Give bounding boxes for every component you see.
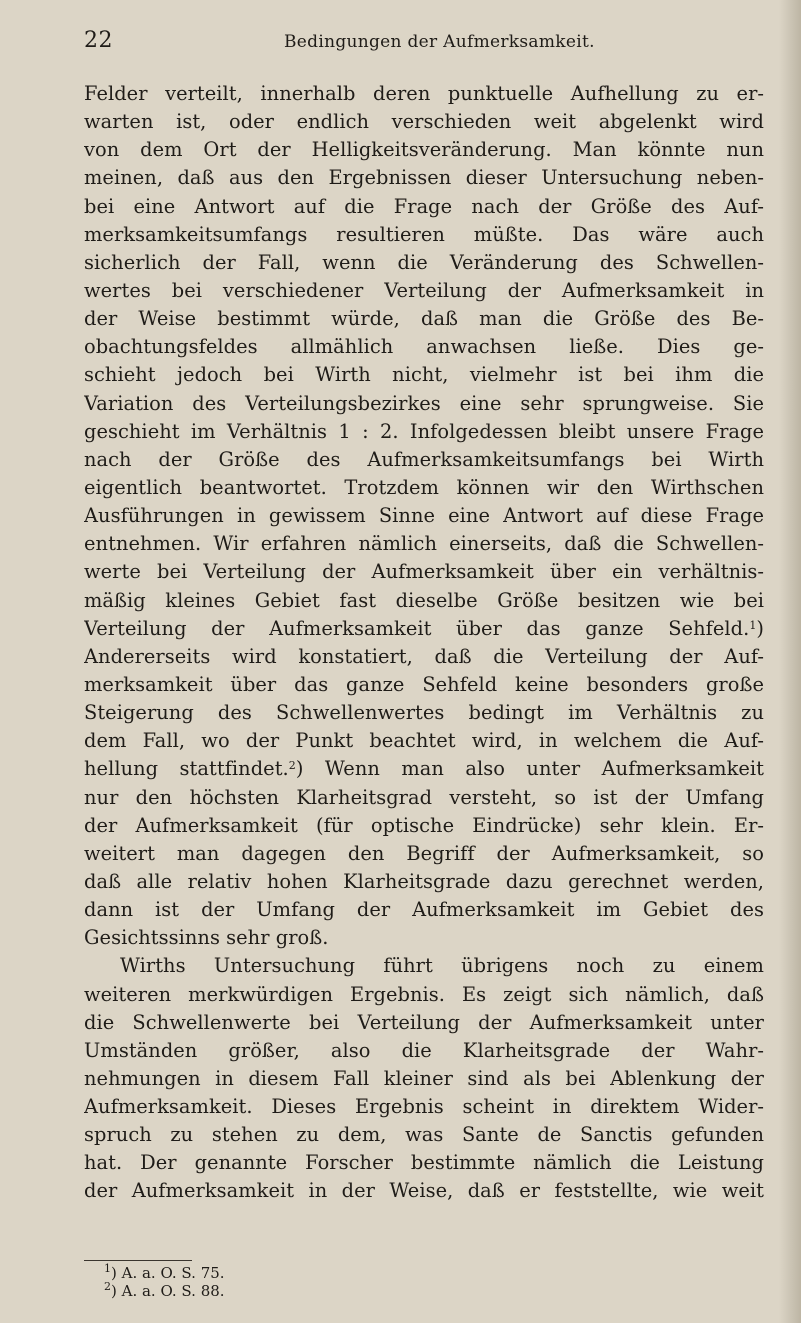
- text-line: [84, 615, 764, 643]
- text-line-content: Felder verteilt, innerhalb deren punktuelle Aufhellung zu er-: [84, 82, 764, 105]
- page-edge-shadow: [779, 0, 801, 1323]
- text-line-content: schieht jedoch bei Wirth nicht, vielmehr ist bei ihm die: [84, 363, 764, 387]
- text-line: [84, 840, 764, 868]
- footnote-mark: 2: [104, 1280, 111, 1293]
- text-line-content: Ausführungen in gewissem Sinne eine Antwort auf diese Frage: [84, 504, 764, 528]
- text-line: [84, 952, 764, 980]
- body-text: [84, 80, 764, 1206]
- text-line: [84, 784, 764, 812]
- text-line-content: Umständen größer, also die Klarheitsgrade der Wahr-: [84, 1038, 764, 1062]
- text-line: [84, 361, 764, 389]
- running-head: Bedingungen der Aufmerksamkeit.: [284, 32, 595, 52]
- text-line-content: nur den höchsten Klarheitsgrad versteht, so ist der Umfang: [84, 785, 764, 809]
- text-line: [84, 1177, 764, 1205]
- text-line-continuation: ) Wenn man also unter Aufmerksamkeit: [295, 757, 764, 781]
- text-line-content: Variation des Verteilungsbezirkes eine sehr sprungweise. Sie: [84, 391, 764, 415]
- text-line: [84, 136, 764, 164]
- text-line: [84, 418, 764, 446]
- text-line-content: meinen, daß aus den Ergebnissen dieser Untersuchung neben-: [84, 166, 764, 190]
- text-line-content: der Aufmerksamkeit (für optische Eindrücke) sehr klein. Er-: [84, 813, 764, 837]
- text-line-content: merksamkeit über das ganze Sehfeld keine besonders große: [84, 672, 764, 696]
- text-line: [84, 643, 764, 671]
- text-line: [84, 80, 764, 108]
- text-line: [84, 1149, 764, 1177]
- text-line-content: werte bei Verteilung der Aufmerksamkeit über ein verhältnis-: [84, 560, 764, 584]
- text-line-content: geschieht im Verhältnis 1 : 2. Infolgedessen bleibt unsere Frage: [84, 419, 764, 443]
- text-line: [84, 305, 764, 333]
- text-line-content: Andererseits wird konstatiert, daß die Verteilung der Auf-: [84, 644, 764, 668]
- text-line-content: entnehmen. Wir erfahren nämlich einerseits, daß die Schwellen-: [84, 532, 764, 556]
- text-line: [84, 1009, 764, 1037]
- text-line-content: der Weise bestimmt würde, daß man die Größe des Be-: [84, 307, 764, 331]
- text-line: [84, 108, 764, 136]
- text-line-content: warten ist, oder endlich verschieden weit abgelenkt wird: [84, 110, 764, 134]
- text-line: [84, 699, 764, 727]
- text-line: [84, 502, 764, 530]
- text-line: [84, 1093, 764, 1121]
- text-line: [84, 1121, 764, 1149]
- text-line-content: obachtungsfeldes allmählich anwachsen ließe. Dies ge-: [84, 335, 764, 359]
- footnote: [104, 1282, 225, 1300]
- footnote-mark: 1: [104, 1262, 111, 1275]
- text-line: [84, 249, 764, 277]
- text-line-content: nach der Größe des Aufmerksamkeitsumfangs bei Wirth: [84, 447, 764, 471]
- footnote-rule: [84, 1260, 192, 1261]
- text-line: [84, 193, 764, 221]
- text-line: [84, 558, 764, 586]
- page-header: [84, 28, 744, 58]
- text-line: [84, 671, 764, 699]
- text-line: [84, 812, 764, 840]
- text-line-content: sicherlich der Fall, wenn die Veränderung des Schwellen-: [84, 250, 764, 274]
- footnote-text: ) A. a. O. S. 75.: [111, 1264, 225, 1282]
- text-line: [84, 164, 764, 192]
- text-line-content: der Aufmerksamkeit in der Weise, daß er feststellte, wie weit: [84, 1179, 764, 1203]
- text-line-content: hellung stattfindet.: [84, 757, 289, 781]
- footnote-text: ) A. a. O. S. 88.: [111, 1282, 225, 1300]
- text-line-content: Aufmerksamkeit. Dieses Ergebnis scheint in direktem Wider-: [84, 1095, 764, 1119]
- text-line: [84, 727, 764, 755]
- text-line: [84, 446, 764, 474]
- text-line: [84, 333, 764, 361]
- page-number: 22: [84, 28, 113, 53]
- text-line-content: wertes bei verschiedener Verteilung der Aufmerksamkeit in: [84, 278, 764, 302]
- text-line: [84, 755, 764, 783]
- footnote-reference: 1: [749, 618, 757, 632]
- text-line-content: hat. Der genannte Forscher bestimmte nämlich die Leistung: [84, 1151, 764, 1175]
- text-line-content: dann ist der Umfang der Aufmerksamkeit im Gebiet des: [84, 898, 764, 922]
- text-line-continuation: ): [756, 616, 764, 640]
- text-line: [84, 277, 764, 305]
- text-line-content: spruch zu stehen zu dem, was Sante de Sanctis gefunden: [84, 1123, 764, 1147]
- text-line-content: merksamkeitsumfangs resultieren müßte. Das wäre auch: [84, 222, 764, 246]
- footnote: [104, 1264, 225, 1282]
- text-line: [84, 896, 764, 924]
- text-line-content: weitert man dagegen den Begriff der Aufmerksamkeit, so: [84, 841, 764, 865]
- text-line: [84, 1065, 764, 1093]
- text-line-content: mäßig kleines Gebiet fast dieselbe Größe besitzen wie bei: [84, 588, 764, 612]
- text-line-content: Gesichtssinns sehr groß.: [84, 926, 329, 950]
- text-line: [84, 981, 764, 1009]
- text-line: [84, 530, 764, 558]
- text-line-content: Verteilung der Aufmerksamkeit über das ganze Sehfeld.: [84, 616, 750, 640]
- footnote-reference: 2: [288, 759, 296, 773]
- text-line-content: die Schwellenwerte bei Verteilung der Aufmerksamkeit unter: [84, 1010, 764, 1034]
- text-line: [84, 1037, 764, 1065]
- text-line-content: Wirths Untersuchung führt übrigens noch zu einem: [120, 954, 764, 978]
- text-line: [84, 390, 764, 418]
- text-line-content: Steigerung des Schwellenwertes bedingt im Verhältnis zu: [84, 701, 764, 725]
- text-line: [84, 924, 764, 952]
- text-line-content: weiteren merkwürdigen Ergebnis. Es zeigt sich nämlich, daß: [84, 982, 764, 1006]
- text-line-content: daß alle relativ hohen Klarheitsgrade dazu gerechnet werden,: [84, 869, 764, 893]
- text-line-content: dem Fall, wo der Punkt beachtet wird, in welchem die Auf-: [84, 729, 764, 753]
- text-line-content: von dem Ort der Helligkeitsveränderung. Man könnte nun: [84, 138, 764, 162]
- text-line-content: nehmungen in diesem Fall kleiner sind als bei Ablenkung der: [84, 1066, 764, 1090]
- text-line-content: bei eine Antwort auf die Frage nach der Größe des Auf-: [84, 194, 764, 218]
- text-line-content: eigentlich beantwortet. Trotzdem können wir den Wirthschen: [84, 475, 764, 499]
- text-line: [84, 474, 764, 502]
- text-line: [84, 868, 764, 896]
- text-line: [84, 221, 764, 249]
- footnotes: [104, 1264, 225, 1300]
- text-line: [84, 587, 764, 615]
